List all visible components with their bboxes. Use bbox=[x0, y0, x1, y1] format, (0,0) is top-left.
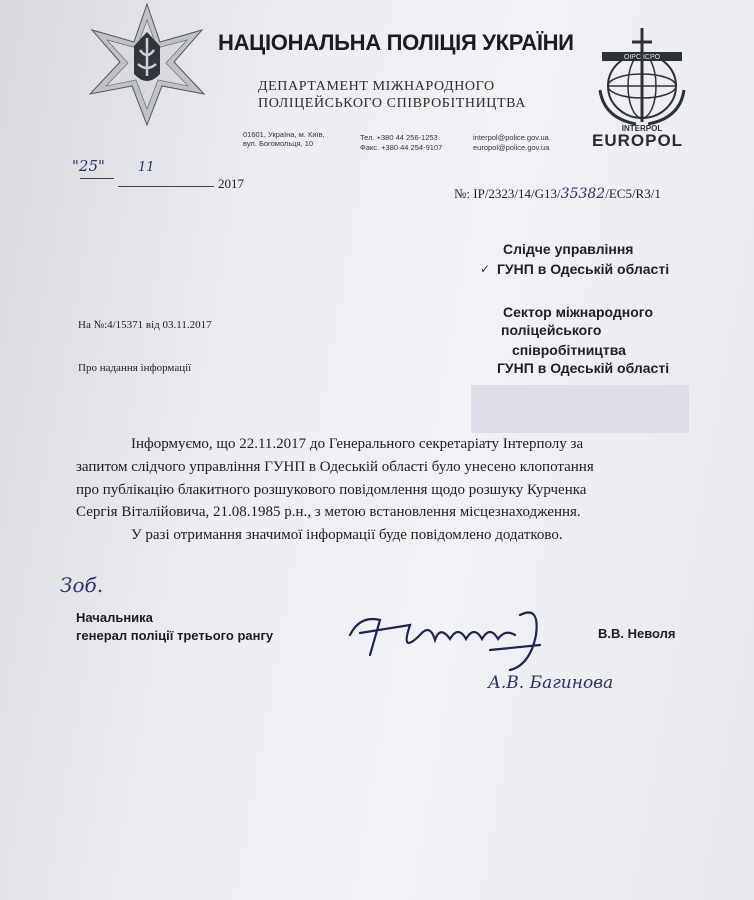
date-underline-day bbox=[80, 178, 114, 179]
redaction-box bbox=[471, 385, 689, 433]
body-line-2: запитом слідчого управління ГУНП в Одеській області було унесено клопотання bbox=[76, 459, 594, 475]
body-line-1: Інформуємо, що 22.11.2017 до Генерального секретаріату Інтерполу за bbox=[131, 436, 584, 452]
handwritten-name: А.В. Багинова bbox=[488, 673, 614, 693]
ref-suffix: /EC5/R3/1 bbox=[605, 186, 661, 201]
check-mark: ✓ bbox=[480, 262, 491, 276]
interpol-logo bbox=[596, 28, 688, 132]
body-paragraph-2: У разі отримання значимої інформації буде повідомлено додатково. bbox=[131, 527, 563, 543]
dept-line-1: ДЕПАРТАМЕНТ МІЖНАРОДНОГО bbox=[258, 79, 495, 94]
date-year: 2017 bbox=[218, 176, 244, 191]
position-line-1: Начальника bbox=[76, 610, 153, 625]
date-underline-month bbox=[118, 186, 214, 187]
phone-block bbox=[360, 133, 442, 153]
body-line-4: Сергія Віталійовича, 21.08.1985 р.н., з метою встановлення місцезнаходження. bbox=[76, 504, 581, 520]
dept-line-2: ПОЛІЦЕЙСЬКОГО СПІВРОБІТНИЦТВА bbox=[258, 96, 526, 111]
date-day: "25" bbox=[72, 157, 105, 175]
email-block bbox=[473, 133, 549, 153]
reference-number bbox=[454, 186, 661, 202]
position-line-2: генерал поліції третього рангу bbox=[76, 628, 274, 643]
address-line-2: вул. Богомольця, 10 bbox=[243, 139, 314, 148]
signatory-name: В.В. Неволя bbox=[598, 626, 676, 641]
signature-scribble bbox=[340, 595, 580, 675]
address-block bbox=[243, 130, 325, 148]
interpol-logo-top-text: OIPC ICPO bbox=[623, 54, 661, 61]
fax: Факс. +380 44 254-9107 bbox=[360, 143, 443, 152]
address-line-1: 01601, Україна, м. Київ, bbox=[243, 130, 325, 139]
police-star-emblem bbox=[82, 2, 212, 127]
recipient-line-3: Сектор міжнародного bbox=[503, 304, 653, 320]
org-title: НАЦІОНАЛЬНА ПОЛІЦІЯ УКРАЇНИ bbox=[218, 30, 574, 55]
subject-line: Про надання інформації bbox=[78, 362, 192, 374]
phone: Тел. +380 44 256-1253 bbox=[360, 133, 438, 142]
recipient-line-5: співробітництва bbox=[512, 342, 626, 358]
in-reply-reference: На №:4/15371 від 03.11.2017 bbox=[78, 319, 212, 331]
europol-logo: EUROPOL bbox=[592, 131, 684, 150]
email-europol: europol@police.gov.ua bbox=[473, 143, 550, 152]
recipient-line-6: ГУНП в Одеській області bbox=[497, 360, 670, 376]
recipient-line-1: Слідче управління bbox=[503, 241, 634, 257]
ref-prefix: №: IP/2323/14/G13/ bbox=[454, 186, 561, 201]
body-line-3: про публікацію блакитного розшукового повідомлення щодо розшуку Курченка bbox=[76, 482, 587, 498]
date-month: 11 bbox=[138, 160, 155, 175]
ref-handwritten: 35382 bbox=[560, 186, 606, 202]
email-interpol: interpol@police.gov.ua bbox=[473, 133, 549, 142]
department-name bbox=[258, 78, 526, 112]
recipient-line-2: ГУНП в Одеській області bbox=[497, 261, 670, 277]
handwritten-note: Зоб. bbox=[60, 573, 104, 597]
recipient-line-4: поліцейського bbox=[501, 322, 602, 338]
interpol-logo-text: INTERPOL bbox=[621, 124, 663, 132]
